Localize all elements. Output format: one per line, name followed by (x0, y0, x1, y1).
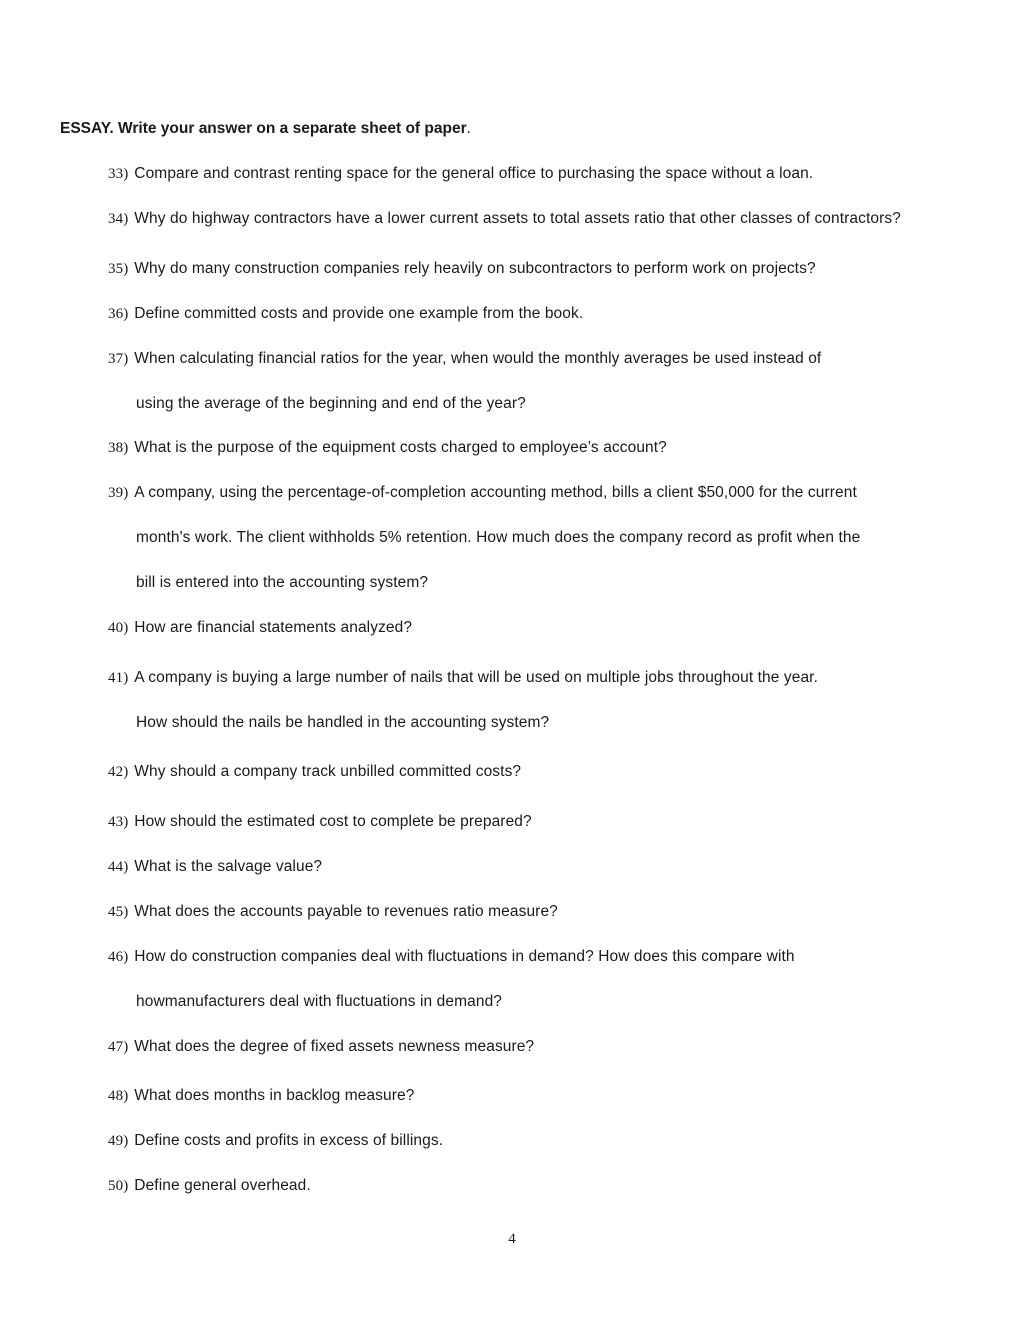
question-36 (108, 305, 583, 323)
question-text: What does the degree of fixed assets newness measure? (134, 1038, 535, 1055)
question-number: 34) (108, 211, 129, 227)
question-text: Why do many construction companies rely heavily on subcontractors to perform work on projects? (134, 260, 816, 277)
question-46 (108, 948, 795, 966)
question-number: 38) (108, 440, 129, 456)
question-number: 33) (108, 166, 129, 182)
question-45 (108, 903, 558, 921)
question-number: 47) (108, 1039, 129, 1055)
question-number: 43) (108, 814, 129, 830)
question-number: 50) (108, 1178, 129, 1194)
page-number: 4 (508, 1231, 516, 1247)
question-text: A company, using the percentage-of-completion accounting method, bills a client $50,000 for the current (134, 484, 857, 501)
question-text: How do construction companies deal with fluctuations in demand? How does this compare with (134, 948, 795, 965)
question-text: Compare and contrast renting space for the general office to purchasing the space without a loan. (134, 165, 814, 182)
question-text: Define committed costs and provide one example from the book. (134, 305, 584, 322)
section-heading-title: ESSAY. Write your answer on a separate sheet of paper (60, 120, 467, 137)
question-50 (108, 1177, 311, 1195)
question-41 (108, 669, 818, 687)
question-number: 48) (108, 1088, 129, 1104)
question-39-continuation-1: month's work. The client withholds 5% retention. How much does the company record as profit when the (136, 529, 861, 546)
section-heading-period: . (466, 120, 471, 137)
question-48 (108, 1087, 414, 1105)
question-text: Why should a company track unbilled committed costs? (134, 763, 522, 780)
question-37-continuation: using the average of the beginning and end of the year? (136, 395, 526, 412)
question-38 (108, 439, 667, 457)
question-39-continuation-2: bill is entered into the accounting system? (136, 574, 429, 591)
question-number: 42) (108, 764, 129, 780)
question-text: Define general overhead. (134, 1177, 311, 1194)
question-40 (108, 619, 412, 637)
question-number: 35) (108, 261, 129, 277)
question-44 (108, 858, 322, 876)
question-number: 45) (108, 904, 129, 920)
question-text: What does the accounts payable to revenues ratio measure? (134, 903, 558, 920)
question-47 (108, 1038, 534, 1056)
question-39 (108, 484, 857, 502)
question-number: 37) (108, 351, 129, 367)
question-33 (108, 165, 813, 183)
question-43 (108, 813, 532, 831)
section-heading (60, 120, 471, 138)
question-text: How are financial statements analyzed? (134, 619, 413, 636)
question-41-continuation: How should the nails be handled in the accounting system? (136, 714, 550, 731)
question-34 (108, 210, 901, 228)
question-42 (108, 763, 521, 781)
question-text: What does months in backlog measure? (134, 1087, 415, 1104)
question-text: How should the estimated cost to complete be prepared? (134, 813, 532, 830)
question-number: 40) (108, 620, 129, 636)
question-46-continuation: howmanufacturers deal with fluctuations in demand? (136, 993, 503, 1010)
question-text: What is the purpose of the equipment costs charged to employee’s account? (134, 439, 667, 456)
question-number: 49) (108, 1133, 129, 1149)
question-49 (108, 1132, 443, 1150)
question-35 (108, 260, 816, 278)
question-text: What is the salvage value? (134, 858, 323, 875)
question-text: A company is buying a large number of nails that will be used on multiple jobs throughout the year. (134, 669, 818, 686)
question-number: 39) (108, 485, 129, 501)
question-text: Define costs and profits in excess of billings. (134, 1132, 444, 1149)
question-number: 41) (108, 670, 129, 686)
question-number: 46) (108, 949, 129, 965)
question-number: 36) (108, 306, 129, 322)
question-number: 44) (108, 859, 129, 875)
question-37 (108, 350, 821, 368)
question-text: When calculating financial ratios for the year, when would the monthly averages be used instead of (134, 350, 822, 367)
question-text: Why do highway contractors have a lower current assets to total assets ratio that other classes of contractors? (134, 210, 901, 227)
